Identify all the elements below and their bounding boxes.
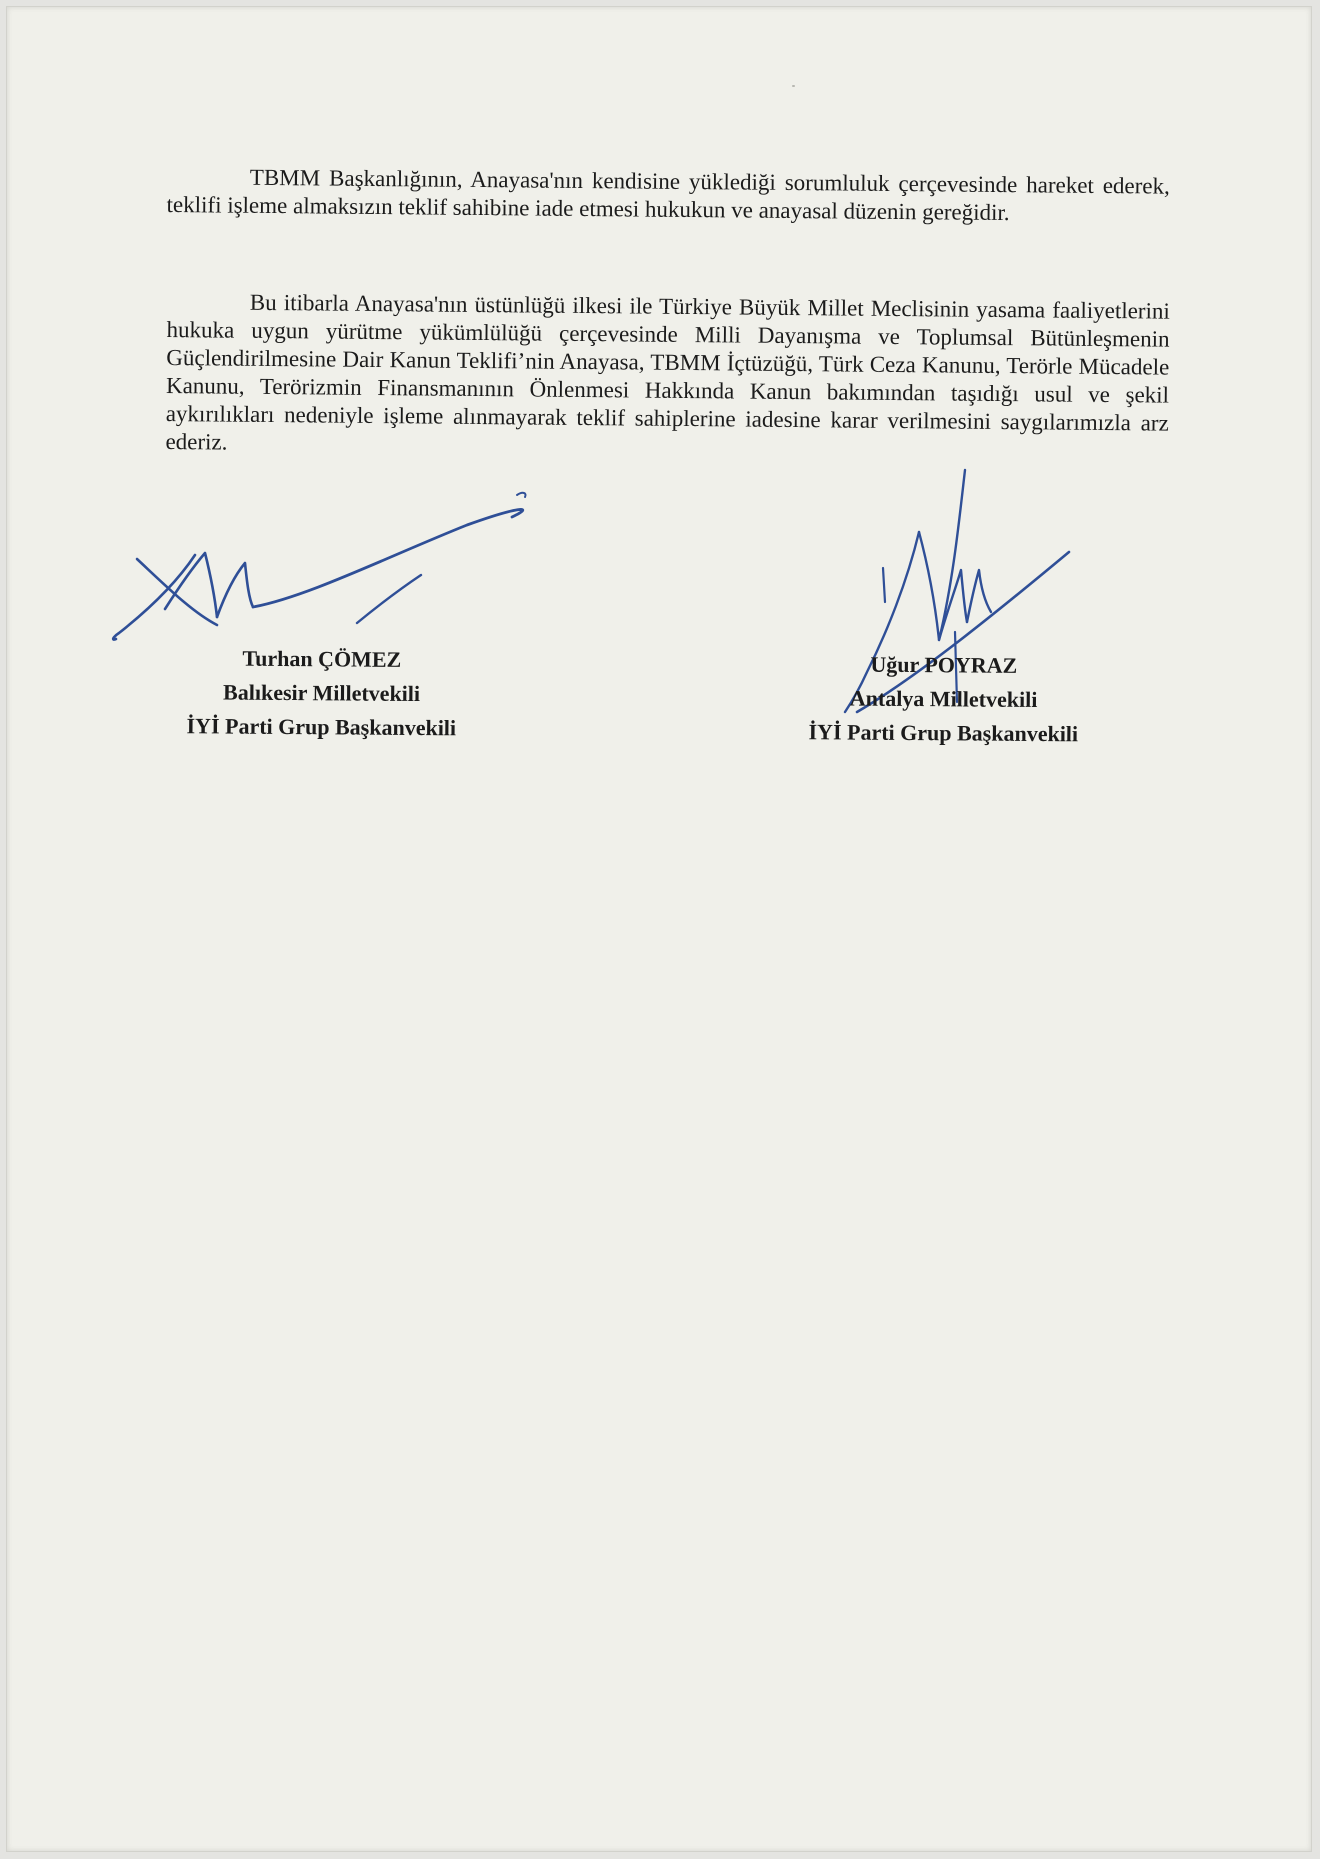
signatory-left-role: İYİ Parti Grup Başkanvekili <box>186 713 457 741</box>
signatory-right-role: İYİ Parti Grup Başkanvekili <box>808 719 1079 747</box>
document-page <box>6 6 1312 1852</box>
signatory-right-name: Uğur POYRAZ <box>870 651 1018 678</box>
paragraph-1 <box>166 163 1169 229</box>
signatory-left-title: Balıkesir Milletvekili <box>223 679 421 707</box>
signatory-right <box>778 647 1109 752</box>
paragraph-2-text: Bu itibarla Anayasa'nın üstünlüğü ilkesi ile Türkiye Büyük Millet Meclisinin yasama faaliyetlerini hukuka uygun yürütme yükümlülüğü çerçevesinde Milli Dayanışma ve Toplumsal Bütünleşmenin Güçlendirilmesine Dair Kanun Teklifi’nin Anayasa, TBMM İçtüzüğü, Türk Ceza Kanunu, Terörle Mücadele Kanunu, Terörizmin Finansmanının Önlenmesi Hakkında Kanun bakımından taşıdığı usul ve şekil aykırılıkları nedeniyle işleme alınmayarak teklif sahiplerine iadesine karar verilmesini saygılarımızla arz ederiz. <box>165 289 1170 455</box>
signatory-left-name: Turhan ÇÖMEZ <box>242 645 402 672</box>
signatory-left <box>156 641 487 746</box>
signatory-right-title: Antalya Milletvekili <box>849 685 1038 713</box>
paragraph-1-text: TBMM Başkanlığının, Anayasa'nın kendisine yüklediği sorumluluk çerçevesinde hareket ederek, teklifi işleme almaksızın teklif sahibine iade etmesi hukukun ve anayasal düzenin gereğidir. <box>166 164 1170 226</box>
scan-speck <box>792 85 795 87</box>
paragraph-2 <box>165 288 1170 466</box>
